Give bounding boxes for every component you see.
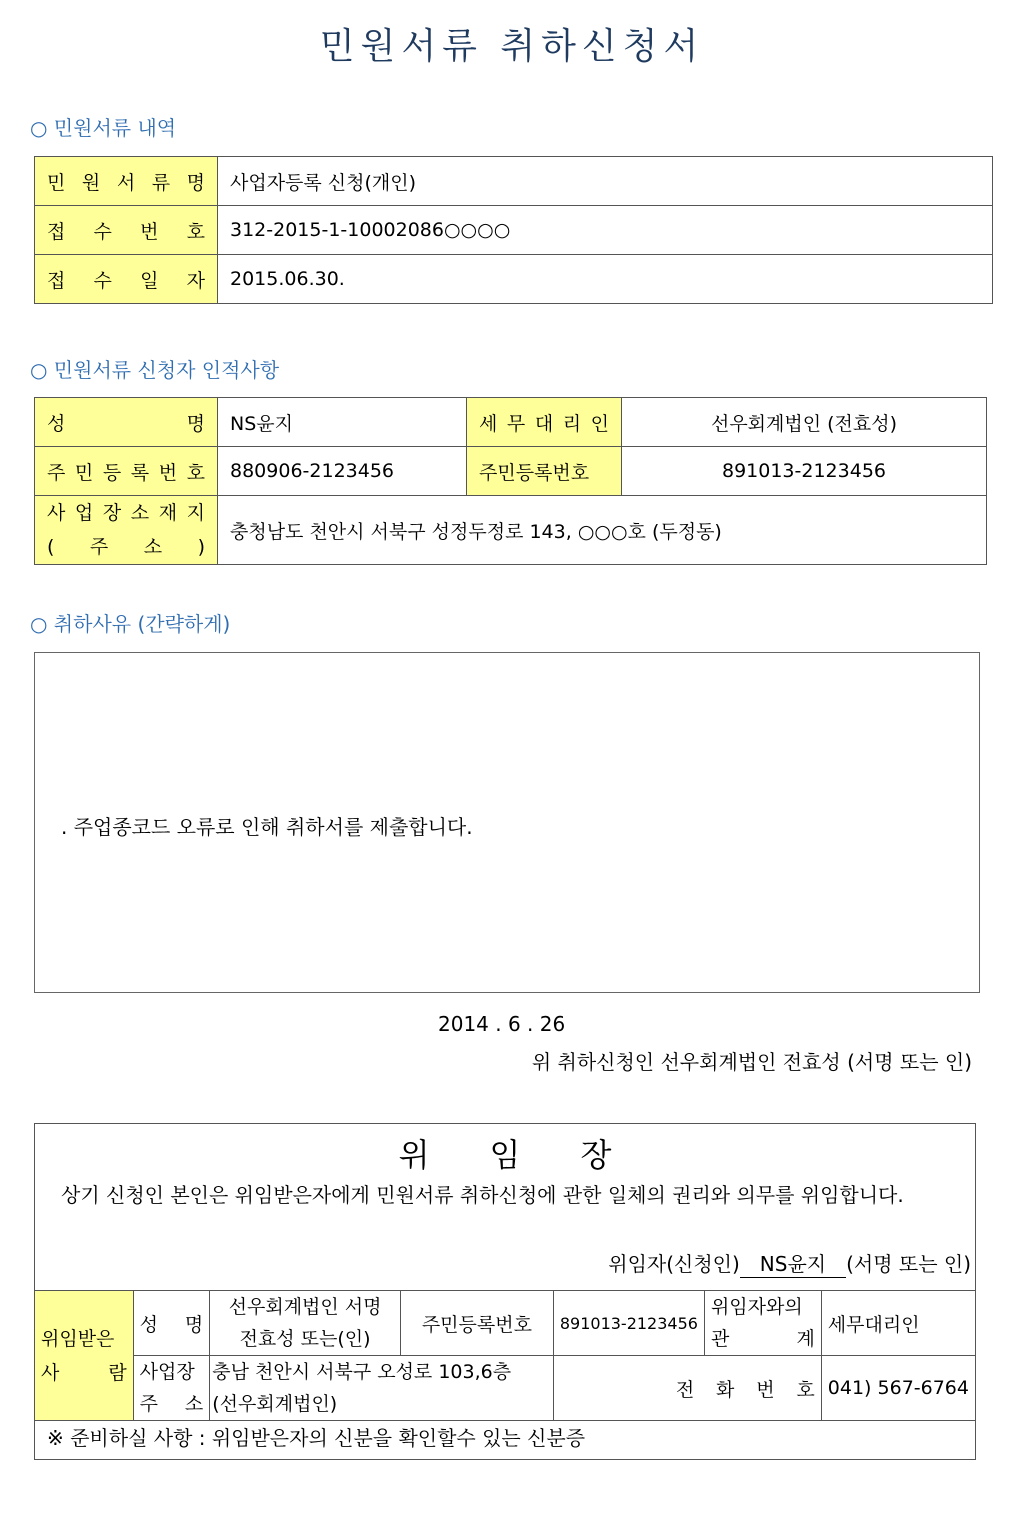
table-row <box>35 1356 976 1421</box>
phone-label: 전 화 번 호 <box>553 1356 821 1421</box>
phone-value: 041) 567-6764 <box>821 1356 975 1421</box>
reason-box <box>34 652 980 993</box>
sign-date: 2014 . 6 . 26 <box>438 1012 566 1036</box>
recipient-name-value: 선우회계법인 서명 전효성 또는(인) <box>210 1291 401 1356</box>
proxy-box <box>34 1123 976 1460</box>
proxy-text: 상기 신청인 본인은 위임받은자에게 민원서류 취하신청에 관한 일체의 권리와 의무를 위임합니다. <box>61 1183 904 1207</box>
table-row <box>35 496 987 565</box>
table-row <box>35 157 993 206</box>
applicant-table <box>34 397 987 565</box>
rrn-value: 880906-2123456 <box>218 447 467 496</box>
recipient-address-value: 충남 천안시 서북구 오성로 103,6층 (선우회계법인) <box>210 1356 554 1421</box>
signer-prefix: 위임자(신청인) <box>608 1252 740 1276</box>
table-row <box>35 206 993 255</box>
preparation-note: ※ 준비하실 사항 : 위임받은자의 신분을 확인할수 있는 신분증 <box>47 1426 586 1450</box>
relation-label: 위임자와의 관 계 <box>704 1291 821 1356</box>
agent-label: 세 무 대 리 인 <box>467 398 622 447</box>
document-name-value: 사업자등록 신청(개인) <box>218 157 993 206</box>
table-row <box>35 1291 976 1356</box>
relation-value: 세무대리인 <box>821 1291 975 1356</box>
table-row <box>35 447 987 496</box>
table-row <box>35 255 993 304</box>
address-label: 사 업 장 소 재 지 ( 주 소 ) <box>35 496 218 565</box>
recipient-label: 위임받은 사 람 <box>35 1291 134 1421</box>
agent-value: 선우회계법인 (전효성) <box>622 398 987 447</box>
sign-line: 위 취하신청인 선우회계법인 전효성 (서명 또는 인) <box>531 1050 972 1074</box>
document-name-label: 민 원 서 류 명 <box>35 157 218 206</box>
reason-text: . 주업종코드 오류로 인해 취하서를 제출합니다. <box>61 815 473 839</box>
receipt-number-value: 312-2015-1-10002086○○○○ <box>218 206 993 255</box>
recipient-rrn-label: 주민등록번호 <box>400 1291 553 1356</box>
agent-rrn-label: 주민등록번호 <box>467 447 622 496</box>
section-heading-document: ○ 민원서류 내역 <box>30 116 177 140</box>
recipient-table <box>34 1290 976 1421</box>
table-row <box>35 398 987 447</box>
signer-name: NS윤지 <box>740 1248 846 1278</box>
signer-suffix: (서명 또는 인) <box>846 1252 971 1276</box>
recipient-rrn-value: 891013-2123456 <box>553 1291 704 1356</box>
name-label: 성 명 <box>35 398 218 447</box>
proxy-signer <box>608 1248 971 1278</box>
agent-rrn-value: 891013-2123456 <box>622 447 987 496</box>
receipt-date-label: 접 수 일 자 <box>35 255 218 304</box>
proxy-title: 위임장 <box>398 1136 672 1174</box>
rrn-label: 주 민 등 록 번 호 <box>35 447 218 496</box>
page-title: 민원서류 취하신청서 <box>319 26 705 67</box>
recipient-name-label: 성 명 <box>133 1291 210 1356</box>
recipient-address-label: 사업장 주 소 <box>133 1356 210 1421</box>
document-info-table <box>34 156 993 304</box>
address-value: 충청남도 천안시 서북구 성정두정로 143, ○○○호 (두정동) <box>218 496 987 565</box>
receipt-date-value: 2015.06.30. <box>218 255 993 304</box>
receipt-number-label: 접 수 번 호 <box>35 206 218 255</box>
name-value: NS윤지 <box>218 398 467 447</box>
section-heading-applicant: ○ 민원서류 신청자 인적사항 <box>30 358 280 382</box>
section-heading-reason: ○ 취하사유 (간략하게) <box>30 612 231 636</box>
